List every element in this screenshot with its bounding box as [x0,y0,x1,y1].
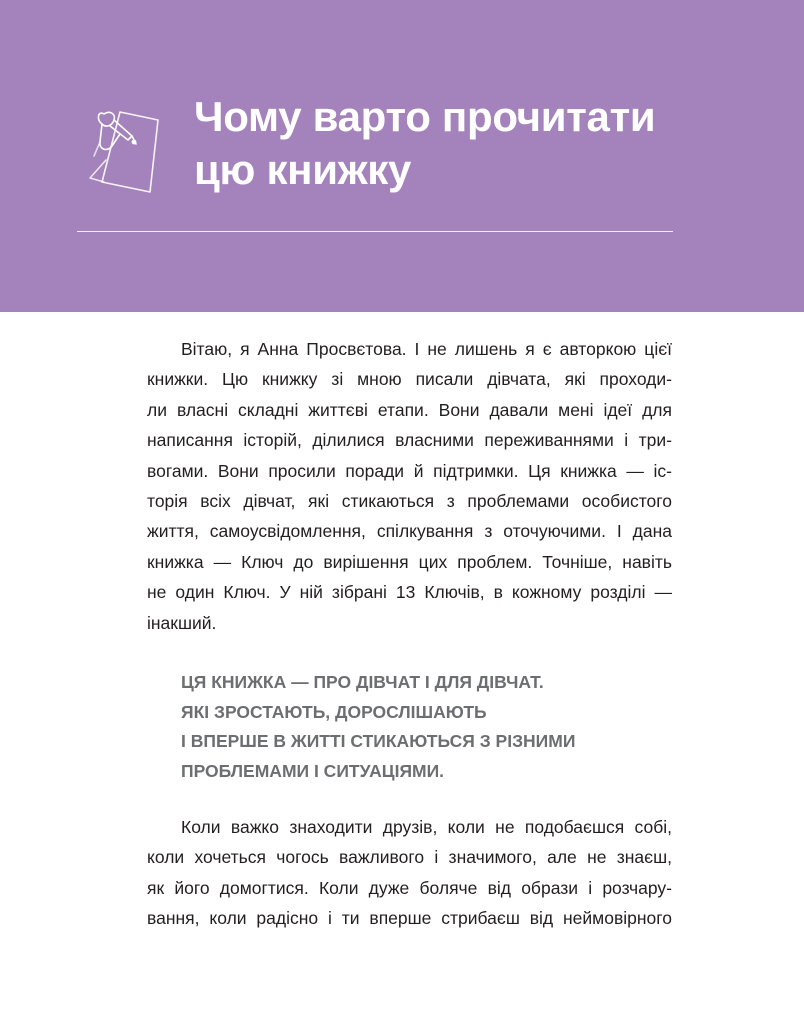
text-line: торія всіх дівчат, які стикаються з проблемами особистого [147,491,672,512]
text-line: книжки. Цю книжку зі мною писали дівчата, які проходи- [147,369,672,390]
text-line: як його домогтися. Коли дуже боляче від образи і розчару- [147,877,672,898]
intro-paragraph [147,334,672,638]
second-paragraph [147,812,672,934]
text-line: вогами. Вони просили поради й підтримки. Ця книжка — іс- [147,460,672,481]
text-line: ли власні складні життєві етапи. Вони давали мені ідеї для [147,399,672,420]
pencil-drawing-on-paper-icon [80,100,170,200]
text-line: вання, коли радісно і ти вперше стрибаєш від неймовірного [147,908,672,929]
text-line: життя, самоусвідомлення, спілкування з оточуючими. І дана [147,521,672,542]
text-line: Коли важко знаходити друзів, коли не подобаєшся собі, [181,817,672,838]
quote-line: ЦЯ КНИЖКА — ПРО ДІВЧАТ І ДЛЯ ДІВЧАТ. [181,672,544,693]
title-line: цю книжку [194,146,412,193]
chapter-header [0,0,804,312]
text-line: коли хочеться чогось важливого і значимого, але не знаєш, [147,847,672,868]
page-title [194,90,655,196]
text-line: написання історій, ділилися власними переживаннями і три- [147,430,672,451]
text-line: Вітаю, я Анна Просвєтова. І не лишень я є авторкою цієї [181,339,672,359]
text-line: інакший. [147,612,217,633]
pull-quote [181,668,672,786]
page-body [147,334,672,934]
title-line: Чому варто прочитати [194,93,656,140]
quote-line: ЯКІ ЗРОСТАЮТЬ, ДОРОСЛІШАЮТЬ [181,701,487,722]
quote-line: ПРОБЛЕМАМИ І СИТУАЦІЯМИ. [181,760,445,781]
quote-line: І ВПЕРШЕ В ЖИТТІ СТИКАЮТЬСЯ З РІЗНИМИ [181,731,576,752]
text-line: не один Ключ. У ній зібрані 13 Ключів, в кожному розділі — [147,582,672,603]
header-divider [77,231,673,232]
text-line: книжка — Ключ до вирішення цих проблем. Точніше, навіть [147,551,672,572]
